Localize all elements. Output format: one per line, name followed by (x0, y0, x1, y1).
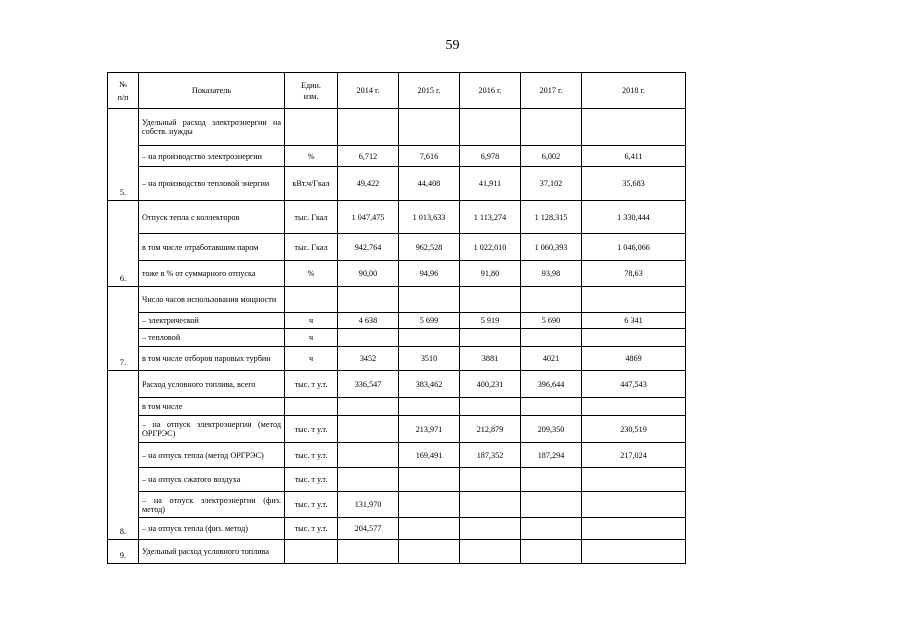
value-cell (460, 398, 521, 416)
value-cell: 204,577 (338, 518, 399, 540)
unit-cell: ч (285, 347, 338, 371)
unit-cell: кВт.ч/Гкал (285, 167, 338, 201)
table-row (108, 287, 686, 313)
indicator-cell: – на отпуск сжатого воздуха (139, 468, 285, 492)
value-cell (460, 540, 521, 564)
indicator-cell: Отпуск тепла с коллекторов (139, 201, 285, 234)
value-cell: 94,96 (399, 261, 460, 287)
indicator-cell: – на отпуск тепла (физ. метод) (139, 518, 285, 540)
value-cell: 90,00 (338, 261, 399, 287)
indicators-table (107, 72, 686, 564)
value-cell: 187,352 (460, 443, 521, 468)
unit-cell: тыс. Гкал (285, 201, 338, 234)
table-row (108, 167, 686, 201)
value-cell (521, 287, 582, 313)
value-cell: 1 330,444 (582, 201, 686, 234)
value-cell: 383,462 (399, 371, 460, 398)
value-cell: 6,411 (582, 146, 686, 167)
value-cell (460, 329, 521, 347)
indicator-cell: Удельный расход электроэнергии на собств. нужды (139, 109, 285, 146)
header-year: 2016 г. (460, 73, 521, 109)
row-number: 5. (108, 109, 139, 201)
table-row (108, 468, 686, 492)
value-cell: 1 046,066 (582, 234, 686, 261)
table-row (108, 347, 686, 371)
value-cell: 230,519 (582, 416, 686, 443)
value-cell: 6,712 (338, 146, 399, 167)
unit-cell: тыс. Гкал (285, 234, 338, 261)
row-number: 9. (108, 540, 139, 564)
indicator-cell: – на производство тепловой энергии (139, 167, 285, 201)
table-row (108, 398, 686, 416)
value-cell: 5 919 (460, 313, 521, 329)
value-cell (460, 109, 521, 146)
value-cell (521, 109, 582, 146)
value-cell: 6,978 (460, 146, 521, 167)
indicator-cell: в том числе отборов паровых турбин (139, 347, 285, 371)
value-cell (521, 492, 582, 518)
value-cell: 49,422 (338, 167, 399, 201)
value-cell (521, 329, 582, 347)
value-cell (338, 329, 399, 347)
value-cell (338, 398, 399, 416)
header-year: 2017 г. (521, 73, 582, 109)
value-cell: 4869 (582, 347, 686, 371)
header-no-line1: № (119, 79, 127, 89)
header-no (108, 73, 139, 109)
table-row (108, 416, 686, 443)
value-cell (338, 287, 399, 313)
table-row (108, 109, 686, 146)
header-unit-line1: Един. (301, 80, 321, 90)
unit-cell (285, 109, 338, 146)
value-cell: 5 699 (399, 313, 460, 329)
value-cell: 7,616 (399, 146, 460, 167)
header-year: 2015 г. (399, 73, 460, 109)
unit-cell (285, 540, 338, 564)
value-cell: 169,491 (399, 443, 460, 468)
value-cell (399, 518, 460, 540)
value-cell: 1 047,475 (338, 201, 399, 234)
header-year: 2018 г. (582, 73, 686, 109)
indicator-cell: – на отпуск тепла (метод ОРГРЭС) (139, 443, 285, 468)
value-cell: 942,764 (338, 234, 399, 261)
value-cell: 1 022,010 (460, 234, 521, 261)
table-row (108, 371, 686, 398)
value-cell: 6,002 (521, 146, 582, 167)
value-cell: 78,63 (582, 261, 686, 287)
header-no-line2: п/п (117, 92, 129, 102)
indicator-cell: Число часов использования мощности (139, 287, 285, 313)
unit-cell: ч (285, 329, 338, 347)
table-row (108, 234, 686, 261)
value-cell: 1 013,633 (399, 201, 460, 234)
value-cell: 212,879 (460, 416, 521, 443)
value-cell (582, 492, 686, 518)
value-cell (338, 468, 399, 492)
value-cell (460, 468, 521, 492)
value-cell: 93,98 (521, 261, 582, 287)
value-cell: 4021 (521, 347, 582, 371)
value-cell: 3452 (338, 347, 399, 371)
header-indicator: Показатель (139, 73, 285, 109)
value-cell (521, 540, 582, 564)
table-row (108, 329, 686, 347)
table-row (108, 261, 686, 287)
table-row (108, 540, 686, 564)
value-cell: 41,911 (460, 167, 521, 201)
value-cell (399, 468, 460, 492)
value-cell (521, 518, 582, 540)
value-cell (582, 468, 686, 492)
unit-cell: ч (285, 313, 338, 329)
value-cell: 962,528 (399, 234, 460, 261)
value-cell (582, 287, 686, 313)
value-cell: 1 060,393 (521, 234, 582, 261)
indicator-cell: – на производство электроэнергии (139, 146, 285, 167)
unit-cell: % (285, 261, 338, 287)
page-number: 59 (445, 38, 460, 53)
header-year: 2014 г. (338, 73, 399, 109)
unit-cell: тыс. т у.т. (285, 518, 338, 540)
value-cell (399, 540, 460, 564)
value-cell: 213,971 (399, 416, 460, 443)
value-cell: 400,231 (460, 371, 521, 398)
table-row (108, 313, 686, 329)
unit-cell: тыс. т у.т. (285, 371, 338, 398)
value-cell: 1 128,315 (521, 201, 582, 234)
value-cell: 187,294 (521, 443, 582, 468)
value-cell (338, 109, 399, 146)
table-row (108, 201, 686, 234)
unit-cell: % (285, 146, 338, 167)
indicator-cell: – тепловой (139, 329, 285, 347)
value-cell (521, 468, 582, 492)
table-row (108, 146, 686, 167)
indicator-cell: – на отпуск электроэнергии (физ. метод) (139, 492, 285, 518)
header-unit-line2: изм. (303, 91, 319, 101)
value-cell (399, 329, 460, 347)
unit-cell (285, 398, 338, 416)
value-cell: 131,970 (338, 492, 399, 518)
value-cell (338, 416, 399, 443)
value-cell (460, 287, 521, 313)
value-cell: 4 638 (338, 313, 399, 329)
value-cell (460, 518, 521, 540)
value-cell (582, 398, 686, 416)
value-cell: 35,683 (582, 167, 686, 201)
unit-cell: тыс. т у.т. (285, 468, 338, 492)
value-cell: 37,102 (521, 167, 582, 201)
unit-cell: тыс. т у.т. (285, 443, 338, 468)
value-cell (582, 518, 686, 540)
table-row (108, 443, 686, 468)
value-cell: 6 341 (582, 313, 686, 329)
indicator-cell: в том числе (139, 398, 285, 416)
value-cell: 44,408 (399, 167, 460, 201)
value-cell (338, 443, 399, 468)
row-number: 8. (108, 371, 139, 540)
value-cell: 209,350 (521, 416, 582, 443)
value-cell: 336,547 (338, 371, 399, 398)
value-cell: 447,543 (582, 371, 686, 398)
indicator-cell: в том числе отработавшим паром (139, 234, 285, 261)
value-cell: 5 690 (521, 313, 582, 329)
value-cell (399, 398, 460, 416)
value-cell (582, 329, 686, 347)
value-cell (460, 492, 521, 518)
value-cell: 3881 (460, 347, 521, 371)
unit-cell: тыс. т у.т. (285, 416, 338, 443)
row-number: 7. (108, 287, 139, 371)
indicator-cell: Расход условного топлива, всего (139, 371, 285, 398)
row-number: 6. (108, 201, 139, 287)
value-cell: 91,80 (460, 261, 521, 287)
value-cell: 396,644 (521, 371, 582, 398)
value-cell: 217,024 (582, 443, 686, 468)
header-unit (285, 73, 338, 109)
value-cell (338, 540, 399, 564)
value-cell (399, 492, 460, 518)
indicator-cell: – на отпуск электроэнергии (метод ОРГРЭС) (139, 416, 285, 443)
header-row (108, 73, 686, 109)
value-cell (399, 287, 460, 313)
table-row (108, 492, 686, 518)
value-cell (399, 109, 460, 146)
value-cell (582, 540, 686, 564)
indicator-cell: Удельный расход условного топлива (139, 540, 285, 564)
value-cell (582, 109, 686, 146)
value-cell: 1 113,274 (460, 201, 521, 234)
value-cell (521, 398, 582, 416)
indicator-cell: тоже в % от суммарного отпуска (139, 261, 285, 287)
unit-cell (285, 287, 338, 313)
table-row (108, 518, 686, 540)
value-cell: 3510 (399, 347, 460, 371)
unit-cell: тыс. т у.т. (285, 492, 338, 518)
indicator-cell: – электрической (139, 313, 285, 329)
